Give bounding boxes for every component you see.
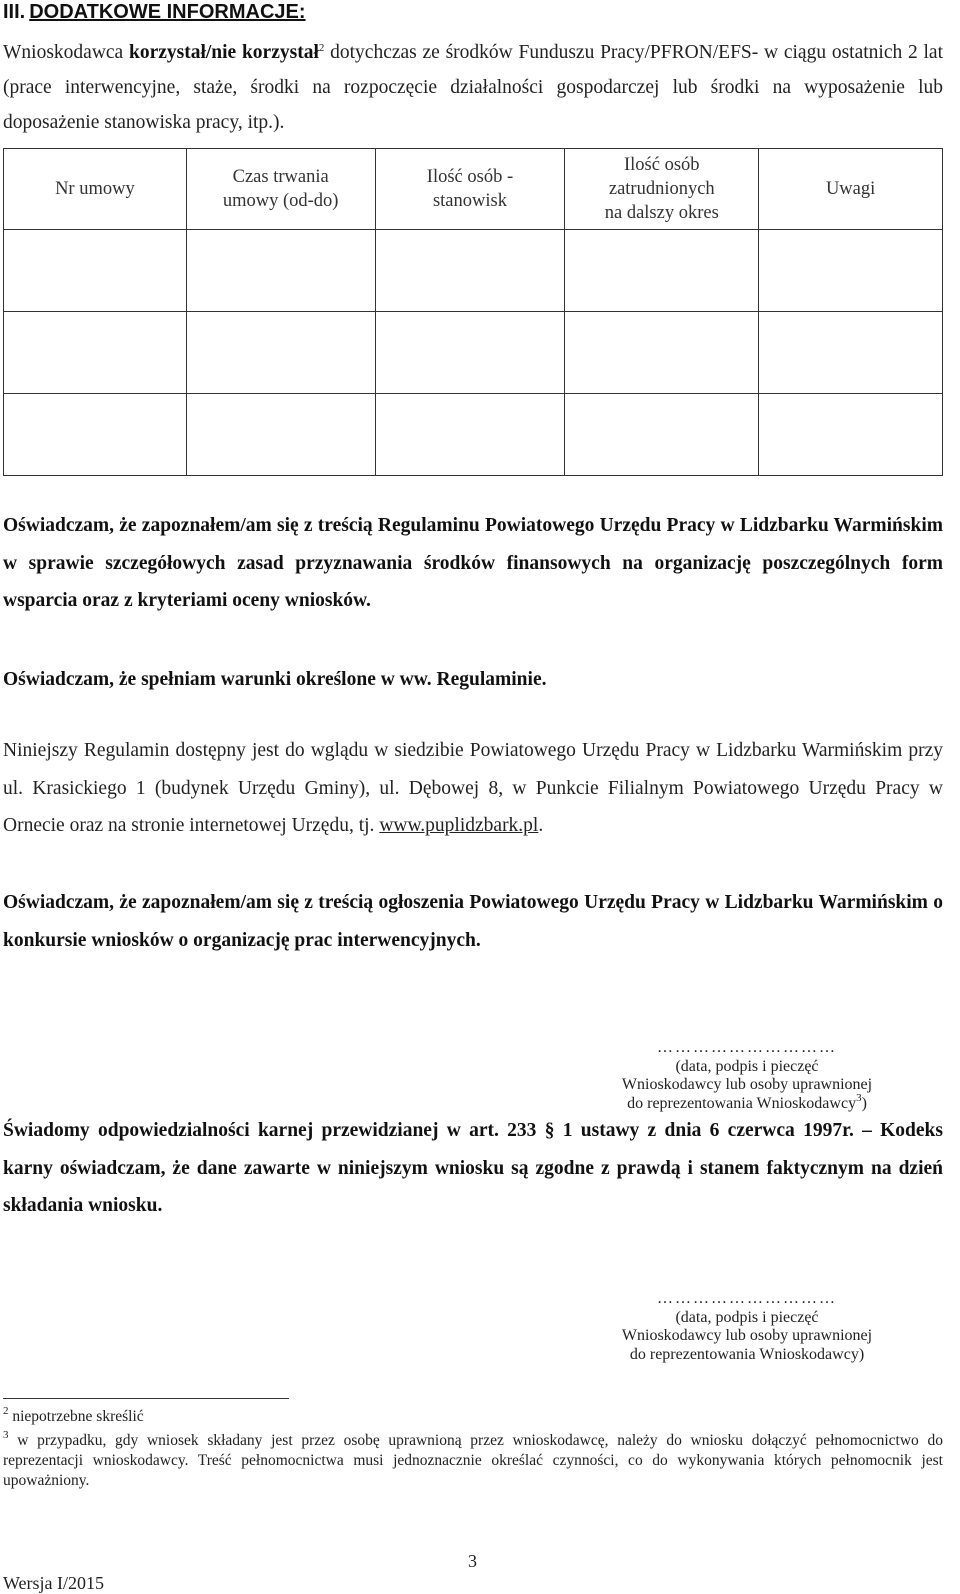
header-persons-positions: Ilość osób - stanowisk	[375, 149, 565, 230]
header-remarks: Uwagi	[759, 149, 943, 230]
table-cell[interactable]	[565, 230, 759, 312]
table-cell[interactable]	[375, 312, 565, 394]
table-row	[4, 230, 943, 312]
intro-paragraph	[3, 35, 943, 140]
table-cell[interactable]	[4, 230, 187, 312]
table-cell[interactable]	[759, 394, 943, 476]
table-cell[interactable]	[186, 312, 375, 394]
table-row	[4, 312, 943, 394]
declaration-regulations: Oświadczam, że zapoznałem/am się z treścią Regulaminu Powiatowego Urzędu Pracy w Lidzbarku Warmińskim w sprawie szczegółowych zasad przyznawania środków finansowych na organizację poszczególnych form wsparcia oraz z kryteriami oceny wniosków.	[3, 515, 943, 611]
signature-caption-line2: Wnioskodawcy lub osoby uprawnionej	[621, 1076, 873, 1093]
intro-text-before: Wnioskodawca	[3, 42, 129, 63]
declaration-conditions: Oświadczam, że spełniam warunki określone w ww. Regulaminie.	[3, 669, 547, 690]
intro-bold-choice: korzystał/nie korzystał	[128, 42, 319, 63]
footnote-mark: 3	[3, 1429, 9, 1441]
footnote-ref-2: 2	[318, 42, 325, 54]
footnote-ref-3: 3	[856, 1091, 862, 1104]
intro-text-after: dotychczas ze środków Funduszu Pracy/PFRON/EFS- w ciągu ostatnich 2 lat (prace interwencyjne, staże, środki na rozpoczęcie działalności gospodarczej lub środki na wyposażenie lub doposażenie stanowiska pracy, itp.).	[3, 42, 943, 133]
signature-block-2	[587, 1290, 907, 1364]
signature-caption-line1: (data, podpis i pieczęć	[675, 1057, 819, 1075]
signature-caption-line2: Wnioskodawcy lub osoby uprawnionej	[621, 1327, 873, 1344]
table-header-row	[4, 149, 943, 230]
table-cell[interactable]	[186, 394, 375, 476]
declaration-announcement: Oświadczam, że zapoznałem/am się z treścią ogłoszenia Powiatowego Urzędu Pracy w Lidzbarku Warmińskim o konkursie wniosków o organizację prac interwencyjnych.	[3, 892, 943, 951]
header-employed-further: Ilość osób zatrudnionych na dalszy okres	[565, 149, 759, 230]
table-cell[interactable]	[186, 230, 375, 312]
signature-block-1	[587, 1039, 907, 1113]
contracts-table	[3, 148, 943, 476]
signature-line: …………………………	[657, 1039, 837, 1056]
website-link[interactable]: www.puplidzbark.pl	[379, 815, 539, 836]
header-contract-number: Nr umowy	[4, 149, 187, 230]
section-number: III.	[3, 1, 26, 23]
signature-caption-line3: do reprezentowania Wnioskodawcy)	[629, 1345, 865, 1363]
version-label: Wersja I/2015	[3, 1573, 105, 1593]
section-title: DODATKOWE INFORMACJE:	[29, 1, 306, 23]
signature-line: …………………………	[657, 1290, 837, 1307]
table-cell[interactable]	[375, 230, 565, 312]
section-heading	[3, 0, 306, 24]
table-cell[interactable]	[375, 394, 565, 476]
footnote-3	[3, 1431, 943, 1491]
footnote-mark: 2	[3, 1405, 9, 1417]
table-row	[4, 394, 943, 476]
footnote-text: w przypadku, gdy wniosek składany jest przez osobę uprawnioną przez wnioskodawcę, należy do wniosku dołączyć pełnomocnictwo do reprezentacji wnioskodawcy. Treść pełnomocnictwa musi jednoznacznie określać czynności, co do wykonywania których pełnomocnik jest upoważniony.	[3, 1432, 943, 1489]
regulation-note-text: Niniejszy Regulamin dostępny jest do wglądu w siedzibie Powiatowego Urzędu Pracy w Lidzbarku Warmińskim przy ul. Krasickiego 1 (budynek Urzędu Gminy), ul. Dębowej 8, w Punkcie Filialnym Powiatowego Urzędu Pracy w Ornecie oraz na stronie internetowej Urzędu, tj.	[3, 740, 943, 836]
table-cell[interactable]	[759, 230, 943, 312]
signature-caption-line3: do reprezentowania Wnioskodawcy$^3$)	[627, 1091, 867, 1112]
footnote-2	[3, 1407, 943, 1427]
declaration-criminal-liability: Świadomy odpowiedzialności karnej przewidzianej w art. 233 § 1 ustawy z dnia 6 czerwca 1997r. – Kodeks karny oświadczam, że dane zawarte w niniejszym wniosku są zgodne z prawdą i stanem faktycznym na dzień składania wniosku.	[3, 1120, 943, 1216]
table-cell[interactable]	[4, 394, 187, 476]
page-number: 3	[468, 1551, 477, 1571]
table-cell[interactable]	[565, 312, 759, 394]
table-cell[interactable]	[4, 312, 187, 394]
signature-caption-line1: (data, podpis i pieczęć	[675, 1308, 819, 1326]
footnote-text: niepotrzebne skreślić	[12, 1408, 144, 1425]
header-contract-duration: Czas trwania umowy (od-do)	[186, 149, 375, 230]
regulation-availability-note: Niniejszy Regulamin dostępny jest do wglądu w siedzibie Powiatowego Urzędu Pracy w Lidzbarku Warmińskim przy ul. Krasickiego 1 (budynek Urzędu Gminy), ul. Dębowej 8, w Punkcie Filialnym Powiatowego Urzędu Pracy w Ornecie oraz na stronie internetowej Urzędu, tj. www.puplidzbark.pl.	[3, 740, 943, 836]
footnote-separator	[3, 1398, 289, 1399]
table-cell[interactable]	[759, 312, 943, 394]
table-cell[interactable]	[565, 394, 759, 476]
